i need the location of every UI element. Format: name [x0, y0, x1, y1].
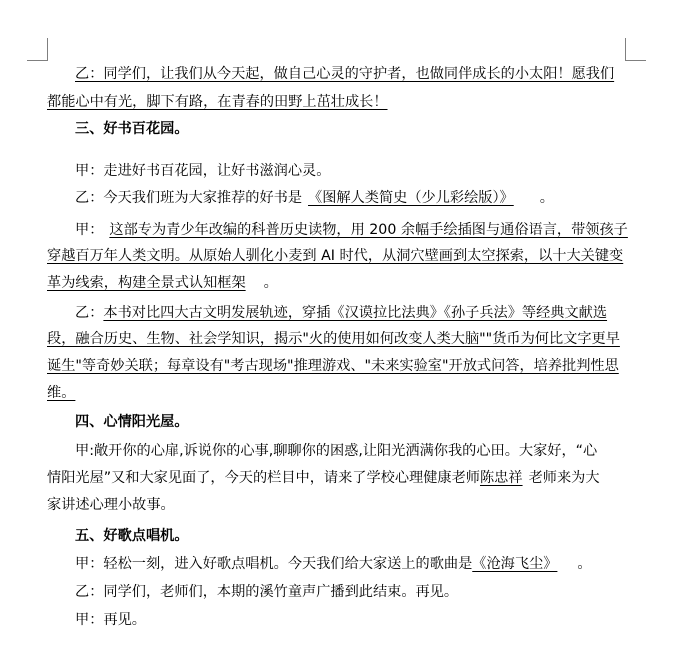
paragraph-line — [47, 61, 614, 87]
paragraph-line — [47, 551, 592, 577]
page-corner-mark-top-right — [625, 38, 646, 61]
speaker-label: 乙： — [75, 305, 104, 321]
song-title: 《沧海飞尘》 — [472, 556, 558, 572]
underlined-text: 段，融合历史、生物、社会学知识，揭示"火的使用如何改变人类大脑""货币为何比文字更早 — [47, 331, 620, 347]
paragraph-line: 甲：走进好书百花园，让好书滋润心灵。 — [75, 163, 331, 179]
paragraph-line — [47, 89, 388, 115]
underlined-text: 革为线索，构建全景式认知框架 — [47, 275, 246, 291]
paragraph-line — [47, 243, 623, 269]
text: 甲：轻松一刻，进入好歌点唱机。今天我们给大家送上的歌曲是 — [75, 556, 473, 572]
paragraph-line — [47, 270, 278, 296]
underlined-text: 都能心中有光，脚下有路，在青春的田野上茁壮成长！ — [47, 94, 388, 110]
section-heading-song-request: 五、好歌点唱机。 — [75, 528, 189, 544]
underlined-text: 维。 — [47, 385, 76, 401]
text: 。 — [577, 556, 592, 572]
text: 情阳光屋”又和大家见面了，今天的栏目中，请来了学校心理健康老师 — [47, 470, 480, 486]
section-heading-good-books: 三、好书百花园。 — [75, 121, 189, 137]
paragraph-line — [47, 217, 628, 243]
text: 。 — [539, 190, 554, 206]
underlined-text: 诞生"等奇妙关联；每章设有"考古现场"推理游戏、"未来实验室"开放式问答，培养批判性思 — [47, 358, 619, 374]
paragraph-line: 甲:敞开你的心扉,诉说你的心事,聊聊你的困惑,让阳光洒满你我的心田。大家好，“心 — [75, 443, 598, 459]
paragraph-line: 甲：再见。 — [75, 612, 146, 628]
book-title: 《图解人类简史（少儿彩绘版）》 — [308, 190, 514, 206]
underlined-text: 本书对比四大古文明发展轨迹，穿插《汉谟拉比法典》《孙子兵法》等经典文献选 — [103, 305, 608, 321]
teacher-name: 陈忠祥 — [479, 470, 523, 486]
paragraph-line: 家讲述心理小故事。 — [47, 497, 175, 513]
paragraph-line — [47, 185, 554, 211]
text: 乙：今天我们班为大家推荐的好书是 — [75, 190, 303, 206]
page-corner-mark-top-left — [27, 38, 48, 61]
paragraph-line — [47, 465, 600, 491]
text: 老师来为大 — [528, 470, 600, 486]
paragraph-line: 乙：同学们，老师们，本期的溪竹童声广播到此结束。再见。 — [75, 584, 459, 600]
underlined-text: 这部专为青少年改编的科普历史读物，用 200 余幅手绘插图与通俗语言，带领孩子 — [109, 222, 628, 238]
paragraph-line — [47, 300, 607, 326]
underlined-text: 穿越百万年人类文明。从原始人驯化小麦到 AI 时代，从洞穴壁画到太空探索，以十大关键变 — [47, 248, 624, 264]
paragraph-line — [47, 380, 75, 406]
paragraph-line — [47, 326, 620, 352]
paragraph-line — [47, 353, 619, 379]
text: 。 — [263, 275, 278, 291]
underlined-text: 乙：同学们，让我们从今天起，做自己心灵的守护者，也做同伴成长的小太阳！愿我们 — [75, 66, 615, 82]
section-heading-sunshine-room: 四、心情阳光屋。 — [75, 414, 189, 430]
speaker-label: 甲： — [75, 222, 104, 238]
